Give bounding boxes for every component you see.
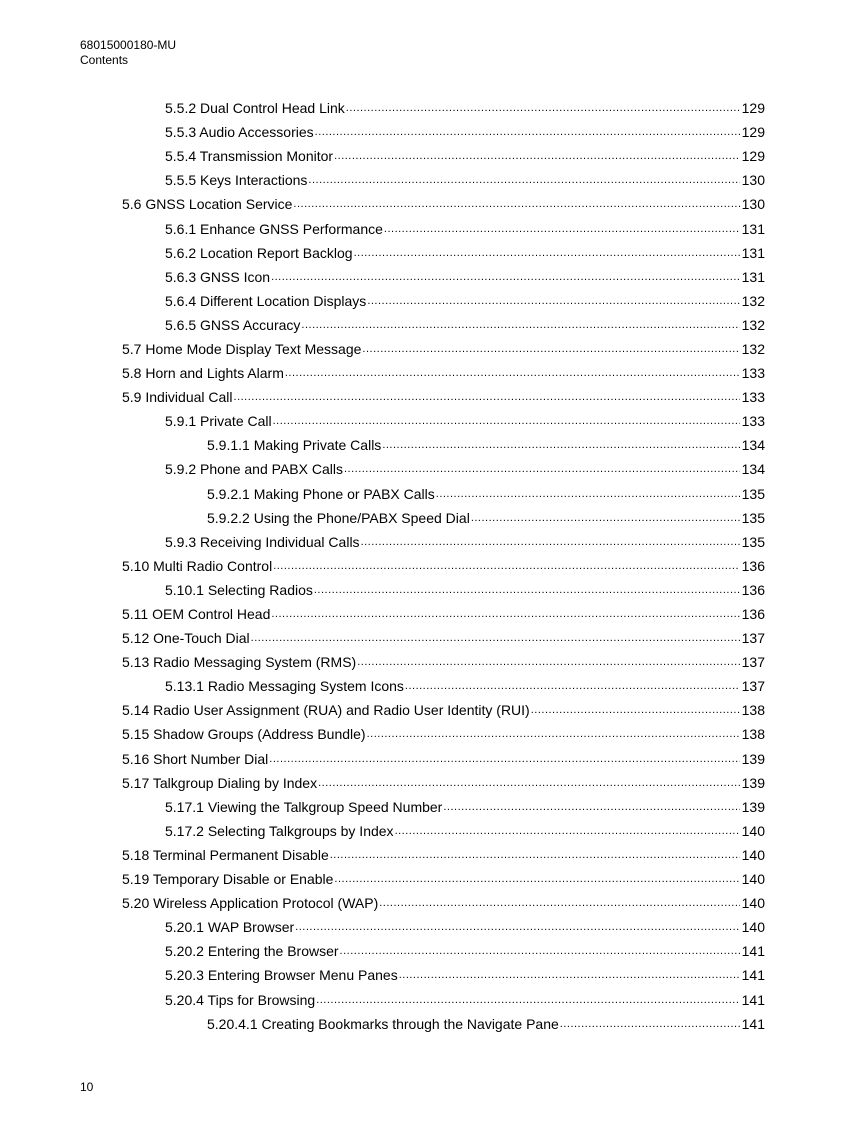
toc-entry[interactable] xyxy=(165,409,765,433)
toc-entry-title: 5.15 Shadow Groups (Address Bundle) xyxy=(122,726,366,743)
toc-dot-leader xyxy=(273,554,739,578)
toc-entry-page: 129 xyxy=(741,124,765,141)
toc-entry-page: 136 xyxy=(741,581,765,598)
toc-entry-title: 5.6.1 Enhance GNSS Performance xyxy=(165,220,383,237)
toc-entry-page: 131 xyxy=(741,220,765,237)
toc-entry[interactable] xyxy=(165,96,765,120)
toc-entry[interactable] xyxy=(122,747,765,771)
toc-dot-leader xyxy=(340,939,740,963)
toc-dot-leader xyxy=(471,506,740,530)
toc-entry[interactable] xyxy=(165,819,765,843)
toc-dot-leader xyxy=(362,337,739,361)
toc-entry-title: 5.9.1 Private Call xyxy=(165,413,272,430)
toc-entry-title: 5.10 Multi Radio Control xyxy=(122,557,273,574)
toc-dot-leader xyxy=(334,144,740,168)
toc-entry-page: 131 xyxy=(741,268,765,285)
page-number: 10 xyxy=(80,1080,94,1094)
toc-dot-leader xyxy=(399,963,740,987)
toc-entry-page: 139 xyxy=(741,750,765,767)
toc-entry-title: 5.18 Terminal Permanent Disable xyxy=(122,846,329,863)
toc-entry[interactable] xyxy=(122,722,765,746)
toc-entry[interactable] xyxy=(165,144,765,168)
toc-dot-leader xyxy=(531,698,740,722)
toc-entry-title: 5.14 Radio User Assignment (RUA) and Radio User Identity (RUI) xyxy=(122,702,530,719)
toc-entry[interactable] xyxy=(122,361,765,385)
toc-dot-leader xyxy=(379,891,739,915)
toc-dot-leader xyxy=(295,915,739,939)
toc-entry-title: 5.5.4 Transmission Monitor xyxy=(165,148,334,165)
toc-entry-page: 136 xyxy=(741,557,765,574)
toc-entry-page: 134 xyxy=(741,461,765,478)
toc-entry[interactable] xyxy=(165,241,765,265)
toc-entry[interactable] xyxy=(122,554,765,578)
toc-entry[interactable] xyxy=(207,482,765,506)
toc-dot-leader xyxy=(344,457,740,481)
toc-entry-page: 138 xyxy=(741,702,765,719)
toc-entry[interactable] xyxy=(207,433,765,457)
toc-entry[interactable] xyxy=(165,578,765,602)
toc-entry-title: 5.17.2 Selecting Talkgroups by Index xyxy=(165,822,394,839)
toc-entry[interactable] xyxy=(207,506,765,530)
toc-entry-page: 140 xyxy=(741,895,765,912)
toc-entry-page: 135 xyxy=(741,509,765,526)
toc-entry[interactable] xyxy=(122,891,765,915)
toc-dot-leader xyxy=(443,795,739,819)
toc-entry-page: 141 xyxy=(741,967,765,984)
toc-dot-leader xyxy=(334,867,739,891)
toc-entry[interactable] xyxy=(165,265,765,289)
toc-entry[interactable] xyxy=(165,216,765,240)
toc-entry[interactable] xyxy=(165,313,765,337)
toc-entry-page: 141 xyxy=(741,1015,765,1032)
toc-dot-leader xyxy=(269,747,739,771)
toc-entry-title: 5.9.2 Phone and PABX Calls xyxy=(165,461,343,478)
toc-dot-leader xyxy=(405,674,740,698)
section-name: Contents xyxy=(80,53,129,67)
toc-entry-title: 5.17.1 Viewing the Talkgroup Speed Number xyxy=(165,798,443,815)
toc-dot-leader xyxy=(354,241,740,265)
toc-entry-title: 5.19 Temporary Disable or Enable xyxy=(122,871,334,888)
toc-entry-page: 135 xyxy=(741,485,765,502)
page-header xyxy=(80,38,176,68)
toc-entry-title: 5.16 Short Number Dial xyxy=(122,750,269,767)
toc-entry-page: 133 xyxy=(741,365,765,382)
toc-entry-page: 141 xyxy=(741,991,765,1008)
toc-entry[interactable] xyxy=(122,698,765,722)
toc-dot-leader xyxy=(357,650,739,674)
toc-entry-title: 5.9.3 Receiving Individual Calls xyxy=(165,533,360,550)
toc-entry[interactable] xyxy=(122,843,765,867)
toc-entry-page: 130 xyxy=(741,172,765,189)
toc-dot-leader xyxy=(330,843,740,867)
toc-entry-title: 5.5.5 Keys Interactions xyxy=(165,172,308,189)
toc-dot-leader xyxy=(285,361,740,385)
toc-entry-page: 134 xyxy=(741,437,765,454)
toc-entry-page: 136 xyxy=(741,606,765,623)
toc-entry[interactable] xyxy=(165,987,765,1011)
toc-entry-page: 129 xyxy=(741,100,765,117)
toc-dot-leader xyxy=(367,289,739,313)
toc-entry[interactable] xyxy=(122,337,765,361)
toc-dot-leader xyxy=(382,433,739,457)
toc-entry-page: 131 xyxy=(741,244,765,261)
toc-entry-page: 140 xyxy=(741,846,765,863)
toc-entry[interactable] xyxy=(207,1012,765,1036)
toc-entry[interactable] xyxy=(165,120,765,144)
toc-dot-leader xyxy=(361,530,740,554)
toc-entry-title: 5.6 GNSS Location Service xyxy=(122,196,293,213)
toc-entry[interactable] xyxy=(122,650,765,674)
toc-entry-title: 5.10.1 Selecting Radios xyxy=(165,581,313,598)
toc-entry[interactable] xyxy=(122,602,765,626)
toc-dot-leader xyxy=(308,168,739,192)
toc-entry-title: 5.8 Horn and Lights Alarm xyxy=(122,365,284,382)
toc-dot-leader xyxy=(395,819,740,843)
toc-dot-leader xyxy=(315,120,740,144)
toc-entry-title: 5.20.3 Entering Browser Menu Panes xyxy=(165,967,398,984)
toc-entry-page: 137 xyxy=(741,678,765,695)
toc-dot-leader xyxy=(314,578,740,602)
toc-dot-leader xyxy=(560,1012,740,1036)
toc-entry-title: 5.9.2.2 Using the Phone/PABX Speed Dial xyxy=(207,509,470,526)
toc-entry-page: 138 xyxy=(741,726,765,743)
toc-entry-title: 5.20 Wireless Application Protocol (WAP) xyxy=(122,895,379,912)
toc-entry[interactable] xyxy=(165,674,765,698)
toc-dot-leader xyxy=(293,192,739,216)
toc-entry[interactable] xyxy=(122,626,765,650)
toc-entry-title: 5.6.3 GNSS Icon xyxy=(165,268,271,285)
toc-entry-page: 137 xyxy=(741,630,765,647)
toc-entry-title: 5.13.1 Radio Messaging System Icons xyxy=(165,678,404,695)
toc-entry-page: 135 xyxy=(741,533,765,550)
toc-entry-title: 5.20.4.1 Creating Bookmarks through the Navigate Pane xyxy=(207,1015,559,1032)
table-of-contents xyxy=(0,96,866,1036)
toc-dot-leader xyxy=(234,385,740,409)
toc-entry-page: 129 xyxy=(741,148,765,165)
toc-entry-page: 132 xyxy=(741,316,765,333)
toc-entry-page: 140 xyxy=(741,871,765,888)
toc-entry-page: 139 xyxy=(741,798,765,815)
toc-dot-leader xyxy=(316,988,739,1012)
toc-entry[interactable] xyxy=(122,867,765,891)
toc-dot-leader xyxy=(436,482,740,506)
toc-entry[interactable] xyxy=(165,939,765,963)
toc-entry-page: 132 xyxy=(741,340,765,357)
toc-entry-title: 5.20.4 Tips for Browsing xyxy=(165,991,316,1008)
toc-entry-title: 5.6.4 Different Location Displays xyxy=(165,292,367,309)
toc-entry-page: 130 xyxy=(741,196,765,213)
toc-entry-page: 140 xyxy=(741,919,765,936)
toc-entry[interactable] xyxy=(165,915,765,939)
toc-entry-title: 5.6.2 Location Report Backlog xyxy=(165,244,353,261)
document-id: 68015000180-MU xyxy=(80,38,177,52)
toc-dot-leader xyxy=(301,313,739,337)
toc-entry-page: 132 xyxy=(741,292,765,309)
toc-entry-title: 5.9.2.1 Making Phone or PABX Calls xyxy=(207,485,435,502)
toc-entry-title: 5.9 Individual Call xyxy=(122,389,233,406)
toc-entry-title: 5.7 Home Mode Display Text Message xyxy=(122,340,362,357)
toc-entry-title: 5.6.5 GNSS Accuracy xyxy=(165,316,301,333)
toc-entry-page: 139 xyxy=(741,774,765,791)
toc-entry-title: 5.12 One-Touch Dial xyxy=(122,630,250,647)
toc-entry-page: 137 xyxy=(741,654,765,671)
toc-dot-leader xyxy=(384,217,740,241)
toc-entry-title: 5.17 Talkgroup Dialing by Index xyxy=(122,774,318,791)
toc-entry-title: 5.5.2 Dual Control Head Link xyxy=(165,100,345,117)
toc-entry-title: 5.20.1 WAP Browser xyxy=(165,919,295,936)
toc-entry-title: 5.20.2 Entering the Browser xyxy=(165,943,339,960)
toc-entry-page: 133 xyxy=(741,413,765,430)
toc-entry[interactable] xyxy=(165,168,765,192)
toc-entry[interactable] xyxy=(165,795,765,819)
toc-entry-title: 5.5.3 Audio Accessories xyxy=(165,124,314,141)
toc-entry-page: 133 xyxy=(741,389,765,406)
toc-entry[interactable] xyxy=(122,192,765,216)
toc-entry[interactable] xyxy=(122,771,765,795)
toc-entry[interactable] xyxy=(165,530,765,554)
toc-entry-page: 140 xyxy=(741,822,765,839)
toc-entry-title: 5.13 Radio Messaging System (RMS) xyxy=(122,654,357,671)
toc-dot-leader xyxy=(251,626,740,650)
toc-dot-leader xyxy=(271,602,739,626)
toc-entry[interactable] xyxy=(165,457,765,481)
toc-dot-leader xyxy=(271,265,740,289)
toc-dot-leader xyxy=(346,96,740,120)
toc-entry-title: 5.9.1.1 Making Private Calls xyxy=(207,437,382,454)
toc-dot-leader xyxy=(367,722,740,746)
toc-entry[interactable] xyxy=(122,385,765,409)
toc-dot-leader xyxy=(318,771,740,795)
toc-entry[interactable] xyxy=(165,963,765,987)
toc-entry-title: 5.11 OEM Control Head xyxy=(122,606,271,623)
toc-entry[interactable] xyxy=(165,289,765,313)
toc-entry-page: 141 xyxy=(741,943,765,960)
toc-dot-leader xyxy=(273,409,740,433)
